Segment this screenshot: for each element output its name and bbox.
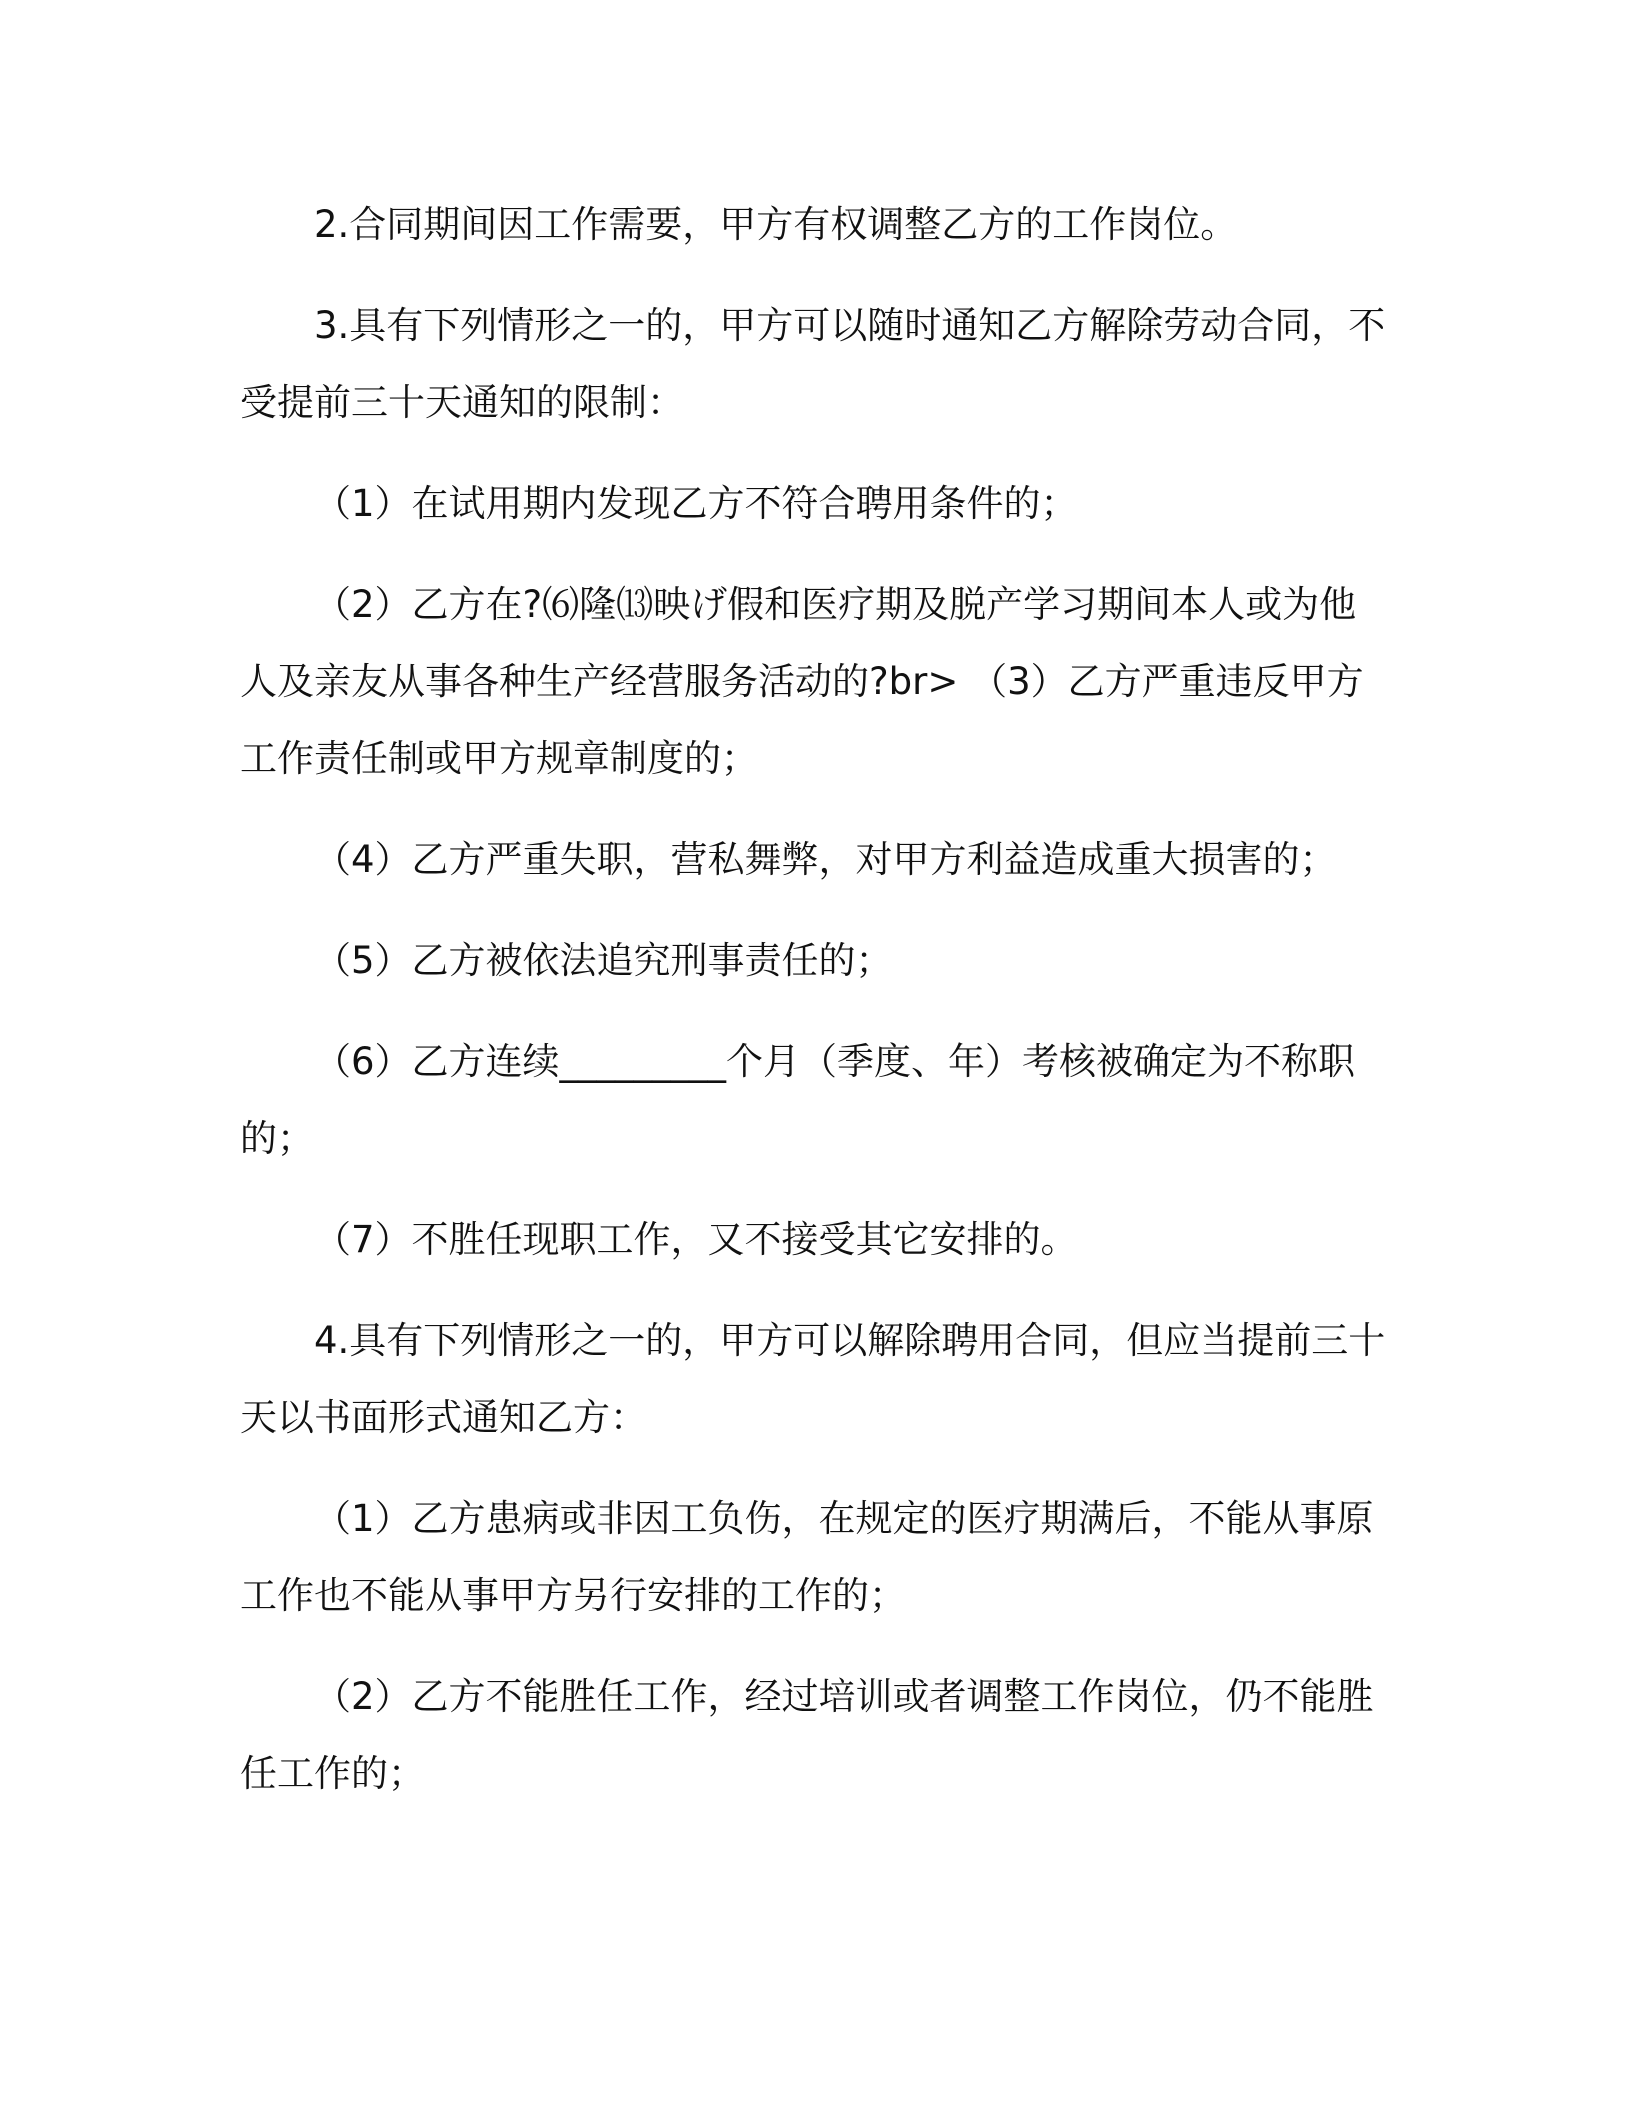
clause-3-item-2-3: （2）乙方在?⑹隆⒀映げ假和医疗期及脱产学习期间本人或为他人及亲友从事各种生产经营服务活动的?br> （3）乙方严重违反甲方工作责任制或甲方规章制度的； — [240, 583, 1364, 780]
document-body — [240, 186, 1390, 1836]
clause-4-item-2: （2）乙方不能胜任工作，经过培训或者调整工作岗位，仍不能胜任工作的； — [240, 1675, 1374, 1795]
clause-3-item-7: （7）不胜任现职工作，又不接受其它安排的。 — [314, 1218, 1078, 1261]
clause-4-item-1: （1）乙方患病或非因工负伤，在规定的医疗期满后，不能从事原工作也不能从事甲方另行安排的工作的； — [240, 1497, 1374, 1617]
clause-3-item-6: （6）乙方连续_________个月（季度、年）考核被确定为不称职的； — [240, 1040, 1356, 1160]
clause-3-item-4: （4）乙方严重失职，营私舞弊，对甲方利益造成重大损害的； — [314, 838, 1337, 881]
clause-2: 2.合同期间因工作需要，甲方有权调整乙方的工作岗位。 — [314, 203, 1238, 246]
clause-3: 3.具有下列情形之一的，甲方可以随时通知乙方解除劳动合同，不受提前三十天通知的限制： — [240, 304, 1386, 424]
clause-4: 4.具有下列情形之一的，甲方可以解除聘用合同，但应当提前三十天以书面形式通知乙方： — [240, 1319, 1386, 1439]
clause-3-item-5: （5）乙方被依法追究刑事责任的； — [314, 939, 893, 982]
clause-3-item-1: （1）在试用期内发现乙方不符合聘用条件的； — [314, 482, 1078, 525]
